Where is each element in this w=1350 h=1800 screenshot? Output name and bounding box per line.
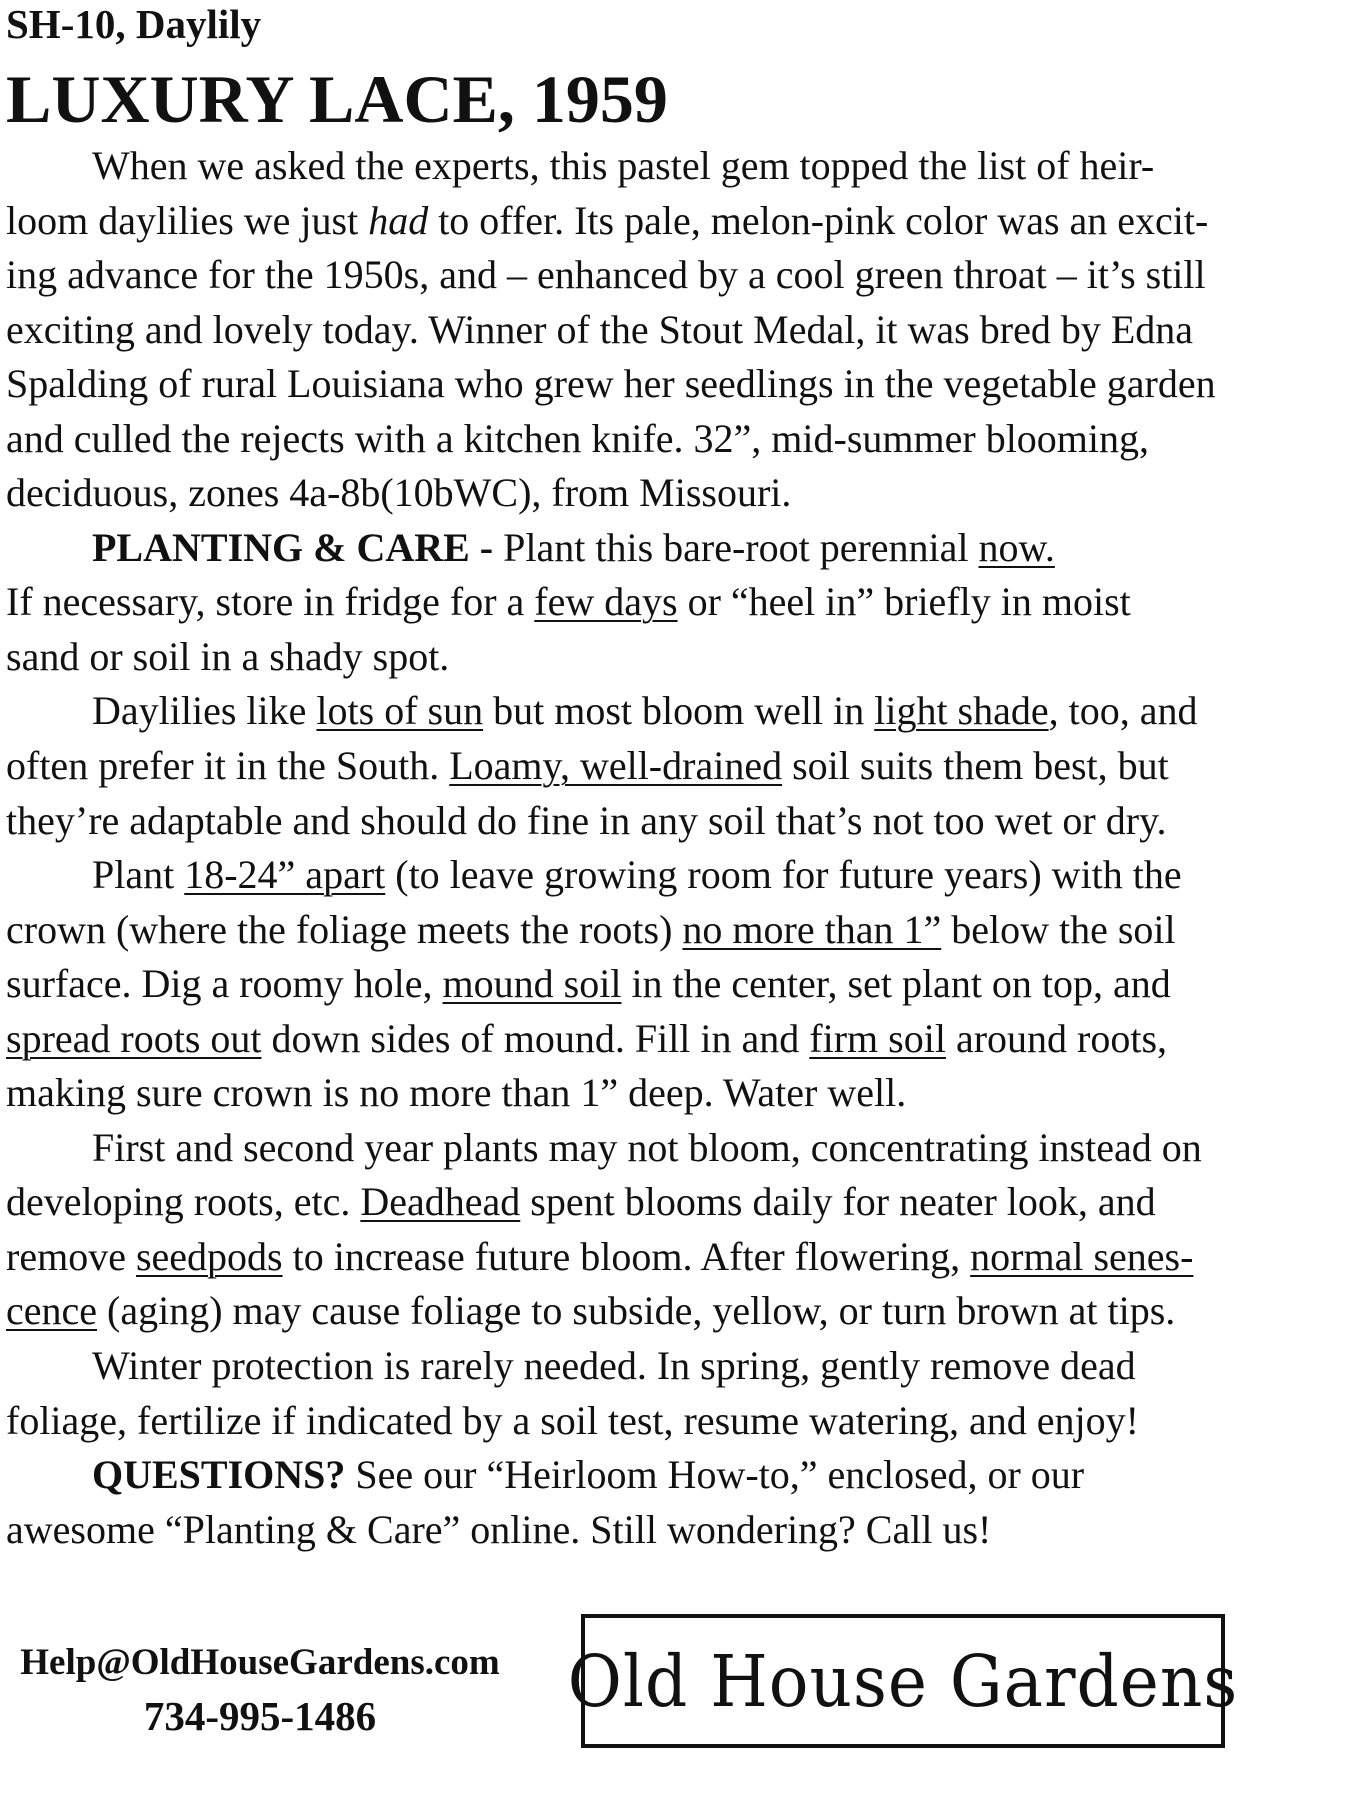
text-run: (aging) may cause foliage to subside, yellow, or turn brown at tips. <box>97 1288 1176 1334</box>
text-run: loom daylilies we just <box>6 197 369 243</box>
planting-line <box>6 521 1346 576</box>
text-run: Plant <box>92 852 185 898</box>
section-heading: QUESTIONS? <box>92 1452 346 1498</box>
text-run: Winter protection is rarely needed. In spring, gently remove dead <box>92 1343 1136 1389</box>
logo-text: Old House Gardens <box>567 1639 1239 1723</box>
text-run: often prefer it in the South. <box>6 743 450 789</box>
spacing-line <box>6 957 1346 1012</box>
text-run: to offer. Its pale, melon-pink color was an excit- <box>428 197 1209 243</box>
sun-line <box>6 739 1346 794</box>
text-run: but most bloom well in <box>483 688 875 734</box>
underlined-text: few days <box>534 579 678 625</box>
planting-line <box>6 575 1346 630</box>
text-run: they’re adaptable and should do fine in any soil that’s not too wet or dry. <box>6 797 1167 843</box>
description-line <box>6 194 1346 249</box>
planting-line <box>6 630 1346 685</box>
underlined-text: now. <box>978 524 1055 570</box>
spacing-line <box>6 848 1346 903</box>
product-code: SH-10, Daylily <box>6 1 262 47</box>
underlined-text: seedpods <box>135 1233 283 1279</box>
text-run: sand or soil in a shady spot. <box>6 633 450 679</box>
text-run: around roots, <box>945 1015 1168 1061</box>
underlined-text: light shade <box>874 688 1049 734</box>
text-run: in the center, set plant on top, and <box>621 961 1171 1007</box>
underlined-text: Loamy, well-drained <box>449 743 783 789</box>
questions-line <box>6 1503 1346 1558</box>
text-run: awesome “Planting & Care” online. Still wondering? Call us! <box>6 1506 992 1552</box>
spacing-line <box>6 1066 1346 1121</box>
text-run: Plant this bare-root perennial <box>493 524 979 570</box>
logo-box <box>567 1614 1239 1748</box>
text-run: (to leave growing room for future years) with the <box>385 852 1182 898</box>
body-text <box>6 139 1346 1557</box>
text-run: crown (where the foliage meets the roots) <box>6 906 683 952</box>
text-run: below the soil <box>941 906 1176 952</box>
bloom-line <box>6 1121 1346 1176</box>
description-line <box>6 139 1346 194</box>
underlined-text: mound soil <box>442 961 622 1007</box>
winter-line <box>6 1339 1346 1394</box>
text-run: First and second year plants may not bloom, concentrating instead on <box>92 1124 1202 1170</box>
bloom-line <box>6 1230 1346 1285</box>
sun-line <box>6 684 1346 739</box>
text-run: exciting and lovely today. Winner of the Stout Medal, it was bred by Edna <box>6 306 1194 352</box>
text-run: deciduous, zones 4a-8b(10bWC), from Missouri. <box>6 470 792 516</box>
text-run: When we asked the experts, this pastel gem topped the list of heir- <box>92 143 1155 188</box>
text-run: spent blooms daily for neater look, and <box>520 1179 1156 1225</box>
contact-block <box>0 1637 520 1743</box>
text-run: , too, and <box>1048 688 1198 734</box>
bloom-line <box>6 1284 1346 1339</box>
spacing-line <box>6 903 1346 958</box>
text-run: surface. Dig a roomy hole, <box>6 961 443 1007</box>
text-run: down sides of mound. Fill in and <box>261 1015 810 1061</box>
description-line <box>6 357 1346 412</box>
bloom-line <box>6 1175 1346 1230</box>
emphasis-text: had <box>368 197 429 243</box>
text-run: or “heel in” briefly in moist <box>677 579 1131 625</box>
spacing-line <box>6 1012 1346 1067</box>
text-run: Daylilies like <box>92 688 317 734</box>
winter-line <box>6 1394 1346 1449</box>
text-run: foliage, fertilize if indicated by a soil test, resume watering, and enjoy! <box>6 1397 1139 1443</box>
description-line <box>6 303 1346 358</box>
underlined-text: firm soil <box>809 1015 946 1061</box>
section-heading: PLANTING & CARE - <box>92 524 494 570</box>
text-run: to increase future bloom. After flowering, <box>282 1233 971 1279</box>
page-title: LUXURY LACE, 1959 <box>6 61 668 137</box>
underlined-text: no more than 1” <box>682 906 942 952</box>
description-line <box>6 466 1346 521</box>
contact-email[interactable]: Help@OldHouseGardens.com <box>20 1642 500 1683</box>
text-run: ing advance for the 1950s, and – enhanced by a cool green throat – it’s still <box>6 252 1206 298</box>
text-run: developing roots, etc. <box>6 1179 361 1225</box>
text-run: and culled the rejects with a kitchen knife. 32”, mid-summer blooming, <box>6 415 1150 461</box>
questions-line <box>6 1448 1346 1503</box>
sun-line <box>6 794 1346 849</box>
text-run: If necessary, store in fridge for a <box>6 579 535 625</box>
contact-phone[interactable]: 734-995-1486 <box>143 1693 377 1739</box>
underlined-text: lots of sun <box>316 688 484 734</box>
text-run: remove <box>6 1233 136 1279</box>
text-run: Spalding of rural Louisiana who grew her seedlings in the vegetable garden <box>6 361 1216 407</box>
text-run: making sure crown is no more than 1” deep. Water well. <box>6 1070 907 1116</box>
underlined-text: spread roots out <box>6 1015 262 1061</box>
underlined-text: normal senes- <box>970 1233 1194 1279</box>
text-run: soil suits them best, but <box>782 743 1169 789</box>
underlined-text: cence <box>6 1288 98 1334</box>
underlined-text: Deadhead <box>360 1179 521 1225</box>
description-line <box>6 248 1346 303</box>
description-line <box>6 412 1346 467</box>
text-run: See our “Heirloom How-to,” enclosed, or our <box>345 1452 1085 1498</box>
underlined-text: 18-24” apart <box>184 852 386 898</box>
